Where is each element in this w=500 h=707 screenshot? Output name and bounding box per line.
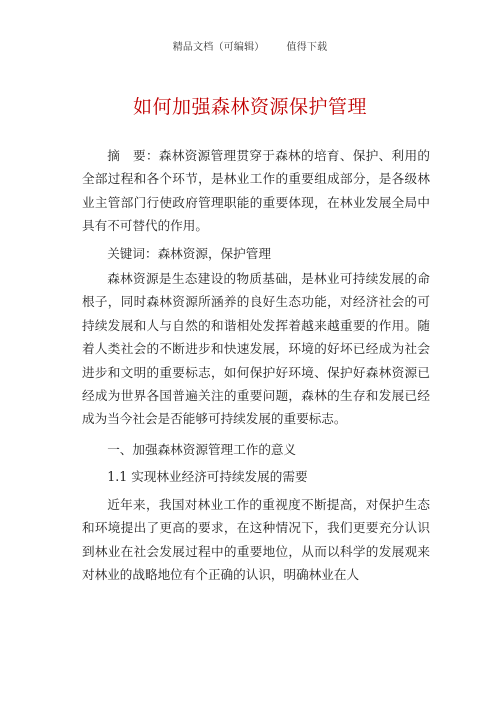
- document-body: [82, 144, 430, 586]
- body-paragraph: 森林资源是生态建设的物质基础，是林业可持续发展的命根子，同时森林资源所涵养的良好生态功能，对经济社会的可持续发展和人与自然的和谐相处发挥着越来越重要的作用。随着人类社会的不断进步和快速发展，环境的好坏已经成为社会进步和文明的重要标志，如何保护好环境、保护好森林资源已经成为世界各国普遍关注的重要问题，森林的生存和发展已经成为当今社会是否能够可持续发展的重要标志。: [82, 271, 430, 427]
- subsection-heading: 1.1 实现林业经济可持续发展的需要: [107, 469, 308, 485]
- abstract-paragraph: 摘 要：森林资源管理贯穿于森林的培育、保护、利用的全部过程和各个环节，是林业工作的重要组成部分，是各级林业主管部门行使政府管理职能的重要体现，在林业发展全局中具有不可替代的作用。: [82, 148, 430, 234]
- document-title: 如何加强森林资源保护管理: [132, 96, 367, 118]
- header-left-text: 精品文档（可编辑）: [172, 42, 265, 53]
- keywords-line: 关键词：森林资源，保护管理: [107, 245, 271, 261]
- header-right-text: 值得下载: [286, 42, 328, 53]
- body-paragraph: 近年来，我国对林业工作的重视度不断提高，对保护生态和环境提出了更高的要求，在这种情况下，我们更要充分认识到林业在社会发展过程中的重要地位，从而以科学的发展观来对林业的战略地位有个正确的认识，明确林业在人: [82, 496, 430, 582]
- section-heading: 一、加强森林资源管理工作的意义: [107, 441, 297, 457]
- page-header: [0, 38, 500, 53]
